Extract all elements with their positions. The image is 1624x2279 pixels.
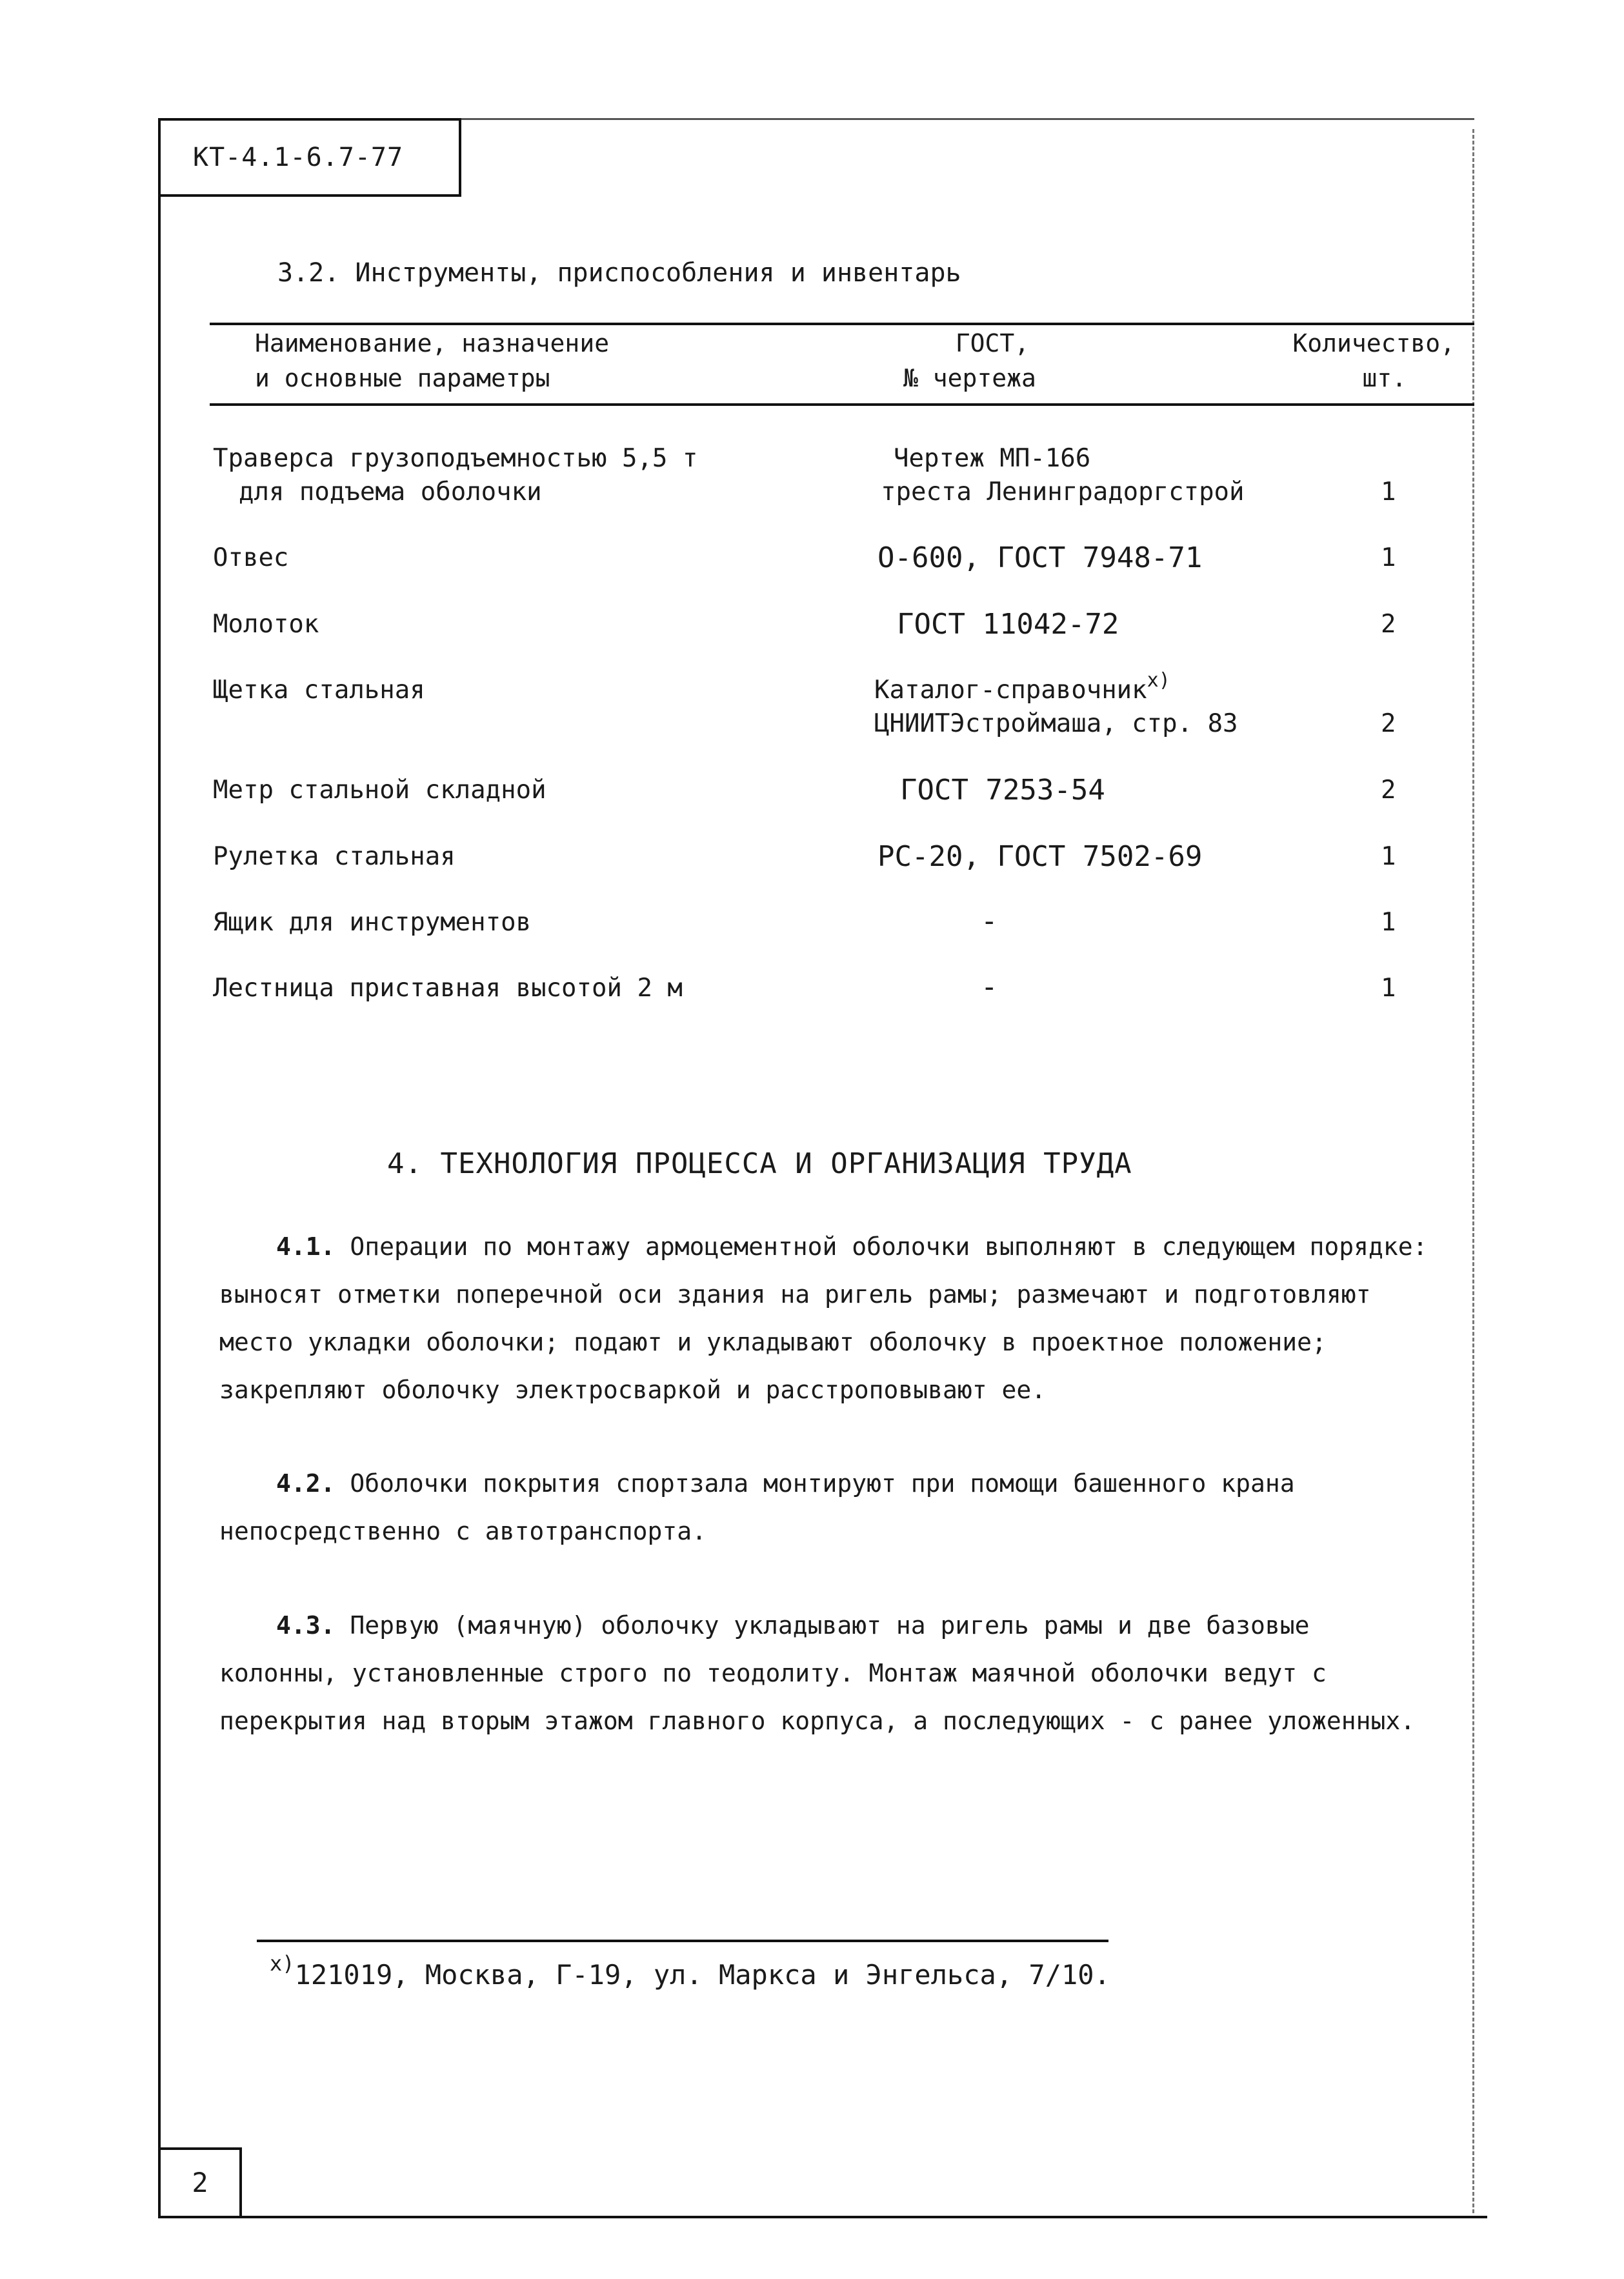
- footnote-ref: x): [1147, 669, 1170, 692]
- row-name: Лестница приставная высотой 2 м: [213, 974, 683, 1003]
- row-gost: -: [981, 970, 998, 1003]
- row-gost-cont: ЦНИИТЭстроймаша, стр. 83: [874, 709, 1238, 738]
- footnote: $^{x)}$121019, Москва, Г-19, ул. Маркса и Энгельса, 7/10.: [270, 1951, 1110, 1991]
- document-code: КТ-4.1-6.7-77: [158, 118, 461, 197]
- paragraph-number: 4.1.: [276, 1232, 336, 1261]
- row-qty: 2: [1381, 709, 1396, 738]
- page-frame-left: [158, 118, 161, 2218]
- paragraph-number: 4.3.: [276, 1611, 336, 1640]
- table-header-rule: [210, 403, 1474, 406]
- row-name: Метр стальной складной: [213, 776, 546, 805]
- col-header-qty: Количество, шт.: [1292, 329, 1455, 392]
- col-header-name: Наименование, назначение и основные параметры: [255, 329, 610, 392]
- footnote-rule: [257, 1940, 1108, 1942]
- row-gost: РС-20, ГОСТ 7502-69: [877, 840, 1203, 873]
- row-qty: 1: [1381, 842, 1396, 871]
- paragraph-4-3: 4.3. Первую (маячную) оболочку укладывают на ригель рамы и две базовые колонны, установленные строго по теодолиту. Монтаж маячной оболочки ведут с перекрытия над вторым этажом главного корпуса, а последующих - с ранее уложенных.: [219, 1611, 1416, 1735]
- row-gost: Чертеж МП-166: [894, 444, 1091, 473]
- section-heading: 3.2. Инструменты, приспособления и инвентарь: [277, 258, 961, 288]
- paragraph-4-1: 4.1. Операции по монтажу армоцементной оболочки выполняют в следующем порядке: выносят отметки поперечной оси здания на ригель рамы; размечают и подготовляют место укладки оболочки; подают и укладывают оболочку в проектное положение; закрепляют оболочку электросваркой и расстроповывают ее.: [219, 1232, 1428, 1404]
- row-gost-cont: треста Ленинградоргстрой: [881, 477, 1245, 507]
- row-qty: 2: [1381, 610, 1396, 639]
- row-name: Отвес: [213, 543, 289, 572]
- row-name: Ящик для инструментов: [213, 908, 532, 937]
- row-qty: 1: [1381, 477, 1396, 507]
- row-gost: ГОСТ 11042-72: [897, 608, 1119, 641]
- row-gost: О-600, ГОСТ 7948-71: [877, 541, 1203, 574]
- row-qty: 2: [1381, 776, 1396, 805]
- page-frame-right: [1472, 129, 1474, 2213]
- row-name: Рулетка стальная: [213, 842, 456, 871]
- row-name: Щетка стальная: [213, 676, 425, 705]
- col-header-gost: ГОСТ, № чертежа: [903, 329, 1036, 392]
- row-qty: 1: [1381, 974, 1396, 1003]
- table-top-rule: [210, 323, 1474, 325]
- row-gost: Каталог-справочник$^{x)}$: [874, 669, 1170, 705]
- row-qty: 1: [1381, 908, 1396, 937]
- paragraph-4-2: 4.2. Оболочки покрытия спортзала монтируют при помощи башенного крана непосредственно с автотранспорта.: [219, 1469, 1295, 1545]
- row-name-cont: для подъема оболочки: [239, 477, 542, 507]
- row-name: Траверса грузоподъемностью 5,5 т: [213, 444, 698, 473]
- chapter-title: 4. ТЕХНОЛОГИЯ ПРОЦЕССА И ОРГАНИЗАЦИЯ ТРУДА: [387, 1147, 1132, 1180]
- row-qty: 1: [1381, 543, 1396, 572]
- row-name: Молоток: [213, 610, 319, 639]
- footnote-marker: x): [270, 1951, 295, 1976]
- paragraph-number: 4.2.: [276, 1469, 336, 1498]
- page-number: 2: [158, 2147, 242, 2218]
- row-gost: ГОСТ 7253-54: [900, 774, 1105, 807]
- row-gost: -: [981, 905, 998, 938]
- page-frame-bottom: [158, 2216, 1487, 2218]
